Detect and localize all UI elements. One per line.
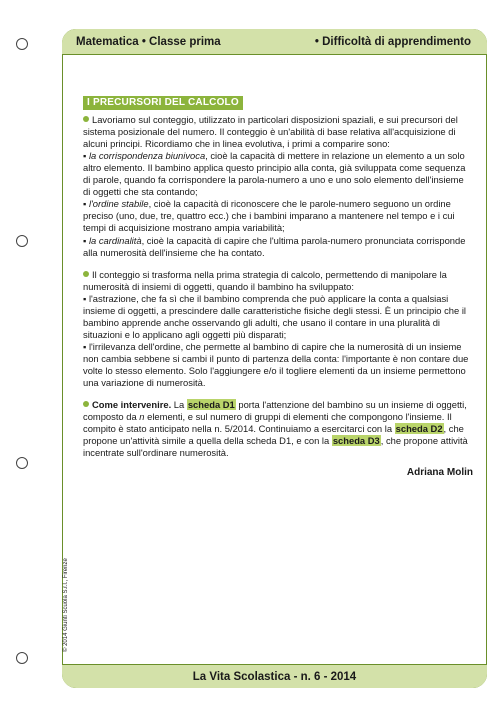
paragraph-text: Lavoriamo sul conteggio, utilizzato in particolari disposizioni spaziali, e sui precursori del sistema posizionale del numero. Il conteggio è un'abilità di base relativa all'acquisizione di alcuni principi. Ricordiamo che in linea evolutiva, i primi a comparire sono:	[83, 114, 458, 150]
list-item: ▪ l'astrazione, che fa sì che il bambino comprenda che può applicare la conta a qualsiasi insieme di oggetti, a prescindere dalle caratteristiche fisiche degli stessi. È un principio che il bambino apprende anche osservando gli adulti, che usano il contare in una pluralità di situazioni e lo applicano agli oggetti più disparati;	[83, 292, 467, 340]
paragraph-precursors	[83, 114, 473, 259]
list-item-text: , cioè la capacità di riconoscere che le parole-numero seguono un ordine preciso (uno, due, tre, quattro ecc.) che i bambini imparano a mantenere nel tempo e i cui tempi di acquisizione mostrano ampia variabilità;	[83, 198, 455, 234]
variable-n: n	[139, 411, 145, 423]
paragraph-strategy	[83, 269, 473, 389]
bullet-dot-icon	[83, 401, 89, 407]
list-item-text: , cioè la capacità di capire che l'ultima parola-numero pronunciata corrisponde alla numerosità dell'insieme che ha contato.	[83, 234, 466, 258]
paragraph-intervention	[83, 399, 473, 459]
list-item-text: l'astrazione, che fa sì che il bambino comprenda che può applicare la conta a qualsiasi insieme di oggetti, a prescindere dalle caratteristiche fisiche degli stessi. È un principio che il bambino apprende anche osservando gli adulti, che usano il contare in una pluralità di situazioni e lo applicano agli oggetti più disparati;	[83, 292, 467, 340]
list-item: ▪ la cardinalità, cioè la capacità di capire che l'ultima parola-numero pronunciata corrisponde alla numerosità dell'insieme che ha contato.	[83, 234, 466, 258]
list-item-text: l'irrilevanza dell'ordine, che permette al bambino di capire che la numerosità di un insieme non cambia sebbene si cambi il punto di partenza della conta: l'importante è non contare due volte lo stesso elemento. Solo l'aggiungere e/o il togliere elementi da un insieme permettono una variazione di numerosità.	[83, 340, 469, 389]
term-ordine-stabile: l'ordine stabile	[88, 198, 149, 210]
section-title: I PRECURSORI DEL CALCOLO	[83, 96, 243, 110]
list-item: ▪ l'ordine stabile, cioè la capacità di riconoscere che le parole-numero seguono un ordine preciso (uno, due, tre, quattro ecc.) che i bambini imparano a mantenere nel tempo e i cui tempi di acquisizione mostrano ampia variabilità;	[83, 198, 455, 234]
list-item: ▪ la corrispondenza biunivoca, cioè la capacità di mettere in relazione un elemento a un solo altro elemento. Il bambino applica questo principio alla conta, già sviluppata come sequenza di parole, quando fa corrispondere la parola-numero a uno e uno solo elemento dell'insieme di oggetti che sta contando;	[83, 150, 466, 198]
paragraph-text: elementi, e sul numero di gruppi di elementi che compongono l'insieme. Il compito è stato anticipato nella n. 5/2014. Continuiamo a esercitarci con la	[83, 411, 452, 435]
paragraph-text: , che propone un'attività simile a quella della scheda D1, e con la	[83, 423, 464, 447]
binder-hole	[16, 38, 28, 50]
paragraph-text: porta l'attenzione del bambino su un insieme di oggetti, composto da	[83, 399, 467, 423]
page-header	[62, 29, 487, 55]
list-item: ▪ l'irrilevanza dell'ordine, che permette al bambino di capire che la numerosità di un insieme non cambia sebbene si cambi il punto di partenza della conta: l'importante è non contare due volte lo stesso elemento. Solo l'aggiungere e/o il togliere elementi da un insieme permettono una variazione di numerosità.	[83, 340, 469, 389]
copyright-notice: © 2014 Giunti Scuola S.r.l., Firenze	[63, 558, 69, 652]
scheda-d3-label: scheda D3	[332, 435, 380, 447]
scheda-d1-label: scheda D1	[187, 399, 235, 411]
bullet-dot-icon	[83, 271, 89, 277]
bullet-dot-icon	[83, 116, 89, 122]
term-biunivoca: la corrispondenza biunivoca	[88, 150, 206, 162]
intervention-lead: Come intervenire.	[92, 399, 172, 411]
header-topic: • Difficoltà di apprendimento	[314, 35, 471, 48]
page-footer	[62, 664, 487, 688]
term-cardinalita: la cardinalità	[88, 234, 142, 246]
article-body	[83, 96, 473, 479]
paragraph-text: , che propone attività incentrate sull'ordinare numerosità.	[83, 435, 468, 459]
binder-hole	[16, 652, 28, 664]
scheda-d2-label: scheda D2	[395, 423, 443, 435]
binder-hole	[16, 457, 28, 469]
list-item-text: , cioè la capacità di mettere in relazione un elemento a un solo altro elemento. Il bambino applica questo principio alla conta, già sviluppata come sequenza di parole, quando fa corrispondere la parola-numero a uno e uno solo elemento dell'insieme di oggetti che sta contando;	[83, 150, 466, 198]
header-subject: Matematica • Classe prima	[76, 35, 221, 48]
paragraph-text: La	[171, 399, 187, 411]
footer-issue: La Vita Scolastica - n. 6 - 2014	[192, 670, 357, 683]
binder-hole	[16, 235, 28, 247]
paragraph-text: Il conteggio si trasforma nella prima strategia di calcolo, permettendo di manipolare la numerosità di insiemi di oggetti, quando il bambino ha sviluppato:	[83, 268, 447, 292]
author-signature: Adriana Molin	[406, 467, 473, 479]
